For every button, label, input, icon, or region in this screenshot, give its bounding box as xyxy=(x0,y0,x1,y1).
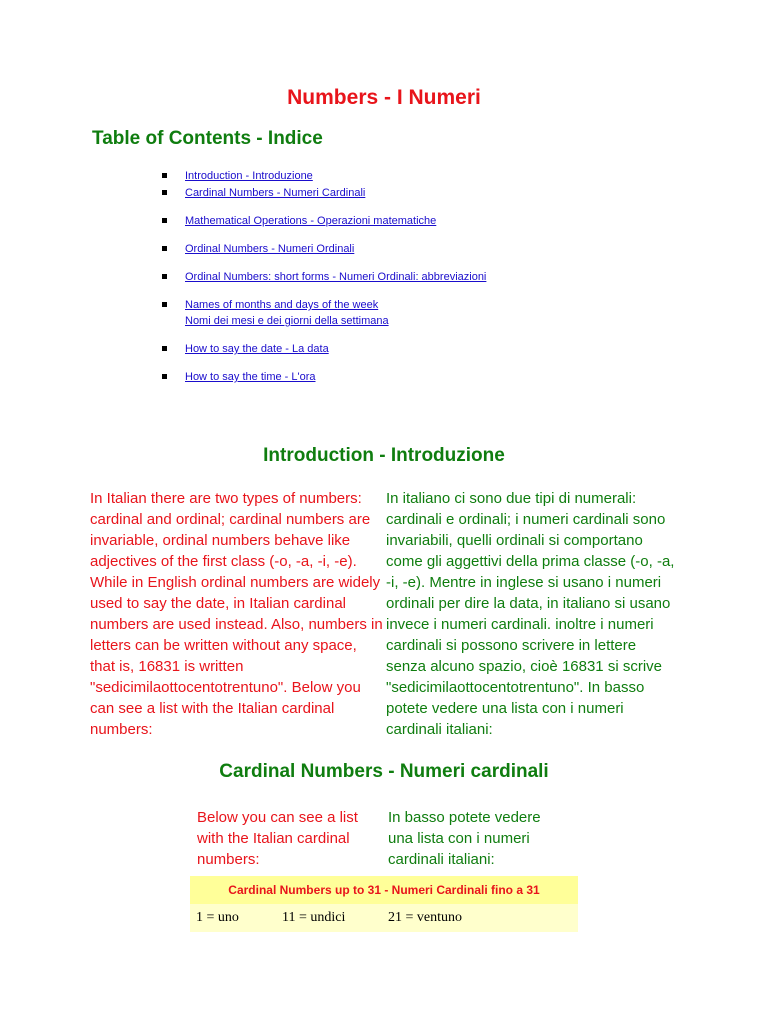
table-cell: 21 = ventuno xyxy=(388,910,462,925)
toc-item-introduction xyxy=(160,168,486,184)
cardinal-italian-text: In basso potete vedere una lista con i numeri cardinali italiani: xyxy=(388,809,541,868)
toc-link-mathematical-operations[interactable]: Mathematical Operations - Operazioni matematiche xyxy=(185,215,437,227)
page-title: Numbers - I Numeri xyxy=(287,86,481,109)
cardinal-english-text: Below you can see a list with the Italian cardinal numbers: xyxy=(197,809,358,868)
table-row xyxy=(190,904,578,932)
toc-link-time[interactable]: How to say the time - L'ora xyxy=(185,371,316,383)
toc-item-ordinal-short-forms xyxy=(160,269,486,285)
toc-link-cardinal-numbers[interactable]: Cardinal Numbers - Numeri Cardinali xyxy=(185,187,366,199)
introduction-english-text: In Italian there are two types of numbers: cardinal and ordinal; cardinal numbers are invariable, ordinal numbers behave like adjectives of the first class (-o, -a, -i, -e). While in English ordinal numbers are widely used to say the date, in Italian cardinal numbers are used instead. Also, numbers in letters can be written without any space, that is, 16831 is written "sedicimilaottocentotrentuno". Below you can see a list with the Italian cardinal numbers: xyxy=(90,490,383,738)
table-header: Cardinal Numbers up to 31 - Numeri Cardinali fino a 31 xyxy=(190,876,578,904)
introduction-heading: Introduction - Introduzione xyxy=(263,445,505,466)
toc-item-ordinal-numbers xyxy=(160,241,486,257)
table-cell: 11 = undici xyxy=(282,910,346,925)
toc-link-months-days-en: Names of months and days of the week xyxy=(185,299,379,311)
toc-link-ordinal-short-forms[interactable]: Ordinal Numbers: short forms - Numeri Ordinali: abbreviazioni xyxy=(185,271,487,283)
toc-heading: Table of Contents - Indice xyxy=(92,128,323,149)
toc-link-date[interactable]: How to say the date - La data xyxy=(185,343,329,355)
table-of-contents xyxy=(160,168,486,397)
toc-item-time xyxy=(160,369,486,385)
table-cell: 1 = uno xyxy=(196,910,239,925)
toc-item-mathematical-operations xyxy=(160,213,486,229)
toc-item-months-days xyxy=(160,297,486,329)
toc-link-months-days-it: Nomi dei mesi e dei giorni della settimana xyxy=(185,315,389,327)
toc-link-months-days[interactable] xyxy=(185,297,486,329)
cardinal-numbers-table xyxy=(190,876,578,932)
toc-item-cardinal-numbers xyxy=(160,185,486,201)
toc-link-introduction[interactable]: Introduction - Introduzione xyxy=(185,170,313,182)
toc-link-ordinal-numbers[interactable]: Ordinal Numbers - Numeri Ordinali xyxy=(185,243,355,255)
introduction-italian-text: In italiano ci sono due tipi di numerali: cardinali e ordinali; i numeri cardinali sono invariabili, quelli ordinali si comportano come gli aggettivi della prima classe (-o, -a, -i, -e). Mentre in inglese si usano i numeri ordinali per dire la data, in italiano si usano invece i numeri cardinali. inoltre i numeri cardinali si possono scrivere in lettere senza alcuno spazio, cioè 16831 si scrive "sedicimilaottocentotrentuno". In basso potete vedere una lista con i numeri cardinali italiani: xyxy=(386,490,675,738)
toc-item-date xyxy=(160,341,486,357)
cardinal-numbers-heading: Cardinal Numbers - Numeri cardinali xyxy=(219,761,549,782)
